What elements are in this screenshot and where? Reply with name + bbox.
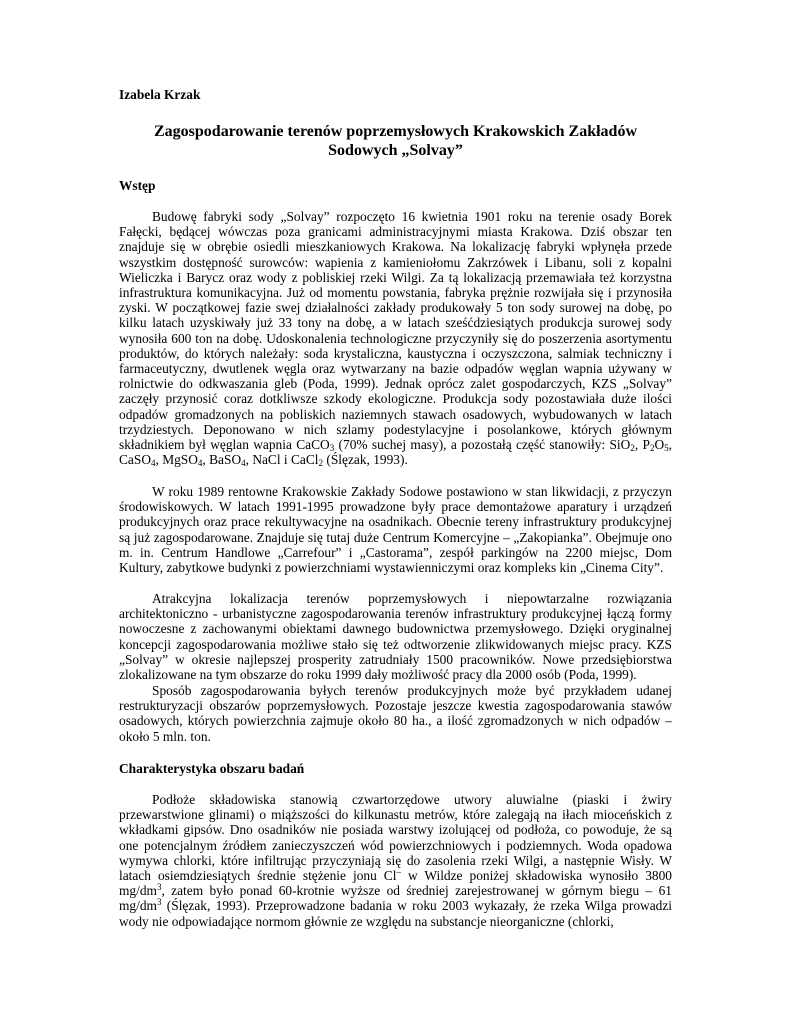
o5-subscript: 5 [664,443,669,454]
paper-title: Zagospodarowanie terenów poprzemysłowych Krakowskich Zakładów Sodowych „Solvay” [154,123,637,159]
dm3-superscript-2: 3 [156,897,162,908]
characteristics-paragraph-1 [119,792,672,929]
intro-paragraph-3: Atrakcyjna lokalizacja terenów poprzemysłowych i niepowtarzalne rozwiązania architektoniczno - urbanistyczne zagospodarowania terenów infrastruktury produkcyjnej łączą formy nowoczesne z zachowanymi obiektami dawnego budownictwa przemysłowego. Dzięki oryginalnej koncepcji zagospodarowania możliwe stało się też odtworzenie zlikwidowanych miejsc pracy. KZS „Solvay” w okresie najlepszej prosperity zatrudniały 1500 pracowników. Nowe przedsiębiorstwa zlokalizowane na tym obszarze do roku 1999 dały możliwość pracy dla 2000 osób (Poda, 1999). [119,591,672,683]
caco3-subscript: 3 [329,443,335,454]
author-name: Izabela Krzak [119,87,201,102]
intro-p1-comma4: , BaSO [202,452,242,468]
dm3-superscript-1: 3 [156,882,162,893]
char-p1-after-cl: w Wildze poniżej składowiska wynosiło 3800 mg/dm [119,868,672,899]
section-heading-intro: Wstęp [119,178,156,193]
char-p1-text: Podłoże składowiska stanowią czwartorzędowe utwory aluwialne (piaski i żwiry przewarstwione glinami) o miąższości do kilkunastu metrów, które zalegają na iłach mioceńskich z wkładkami gipsów. Dno osadników nie posiada warstwy izolującej od podłoża, co powoduje, że są one potencjalnym źródłem zanieczyszczeń wód powierzchniowych i podziemnych. Woda opadowa wymywa chlorki, które infiltrując przyczyniają się do zasolenia rzeki Wilgi, a następnie Wisły. W latach osiemdziesiątych średnie stężenie jonu Cl [119,792,672,884]
intro-paragraph-2: W roku 1989 rentowne Krakowskie Zakłady Sodowe postawiono w stan likwidacji, z przyczyn środowiskowych. W latach 1991-1995 prowadzone były prace demontażowe aparatury i urządzeń produkcyjnych oraz prace rekultywacyjne na osadnikach. Obecnie tereny infrastruktury produkcyjnej są już zagospodarowane. Znajduje się tutaj duże Centrum Komercyjne – „Zakopianka”. Obejmuje ono m. in. Centrum Handlowe „Carrefour” i „Castorama”, zespół parkingów na 2200 miejsc, Dom Kultury, zabytkowe budynki z powierzchniami wystawienniczymi oraz kompleks kin „Cinema City”. [119,484,672,576]
intro-p1-comma3: , MgSO [155,452,198,468]
intro-paragraph-1 [119,209,672,467]
intro-p1-nacl: , NaCl i CaCl [245,452,319,468]
intro-p1-after-caco: (70% suchej masy), a pozostałą część stanowiły: SiO [334,437,631,453]
intro-p1-comma2: , CaSO [119,437,672,468]
intro-p1-text: Budowę fabryki sody „Solvay” rozpoczęto 16 kwietnia 1901 roku na terenie osady Borek Fałęcki, będącej wówczas poza granicami administracyjnymi miasta Krakowa. Dziś obszar ten znajduje się w obrębie osiedli mieszkaniowych Krakowa. Na lokalizację fabryki wpłynęła przede wszystkim dostępność surowców: wapienia z kamieniołomu Zakrzówek i Libanu, soli z kopalni Wieliczka i Barycz oraz wody z pobliskiej rzeki Wilgi. Za tą lokalizacją przemawiała też korzystna infrastruktura komunikacyjna. Już od momentu powstania, fabryka prężnie rozwijała się i przynosiła zyski. W początkowej fazie swej działalności zakłady produkowały 5 ton sody surowej na dobę, po kilku latach uzyskiwały już 33 tony na dobę, a w latach sześćdziesiątych produkcja surowej sody wynosiła 600 ton na dobę. Udoskonalenia technologiczne przyczyniły się do poszerzenia asortymentu produktów, do których należały: soda krystaliczna, kaustyczna i oczyszczona, salmiak techniczny i farmaceutyczny, dwutlenek węgla oraz wytwarzany na bazie odpadów węglan wapnia używany w rolnictwie do odkwaszania gleb (Poda, 1999). Jednak oprócz zalet gospodarczych, KZS „Solvay” zaczęły przynosić coraz dotkliwsze szkody ekologiczne. Produkcja sody pozostawiała duże ilości odpadów gromadzonych na pobliskich naziemnych stawach osadowych, wybudowanych w latach trzydziestych. Deponowano w nich szlamy podestylacyjne i posolankowe, których głównym składnikiem był węglan wapnia CaCO [119,209,672,453]
baso4-subscript: 4 [241,458,246,469]
intro-p1-o: O [654,437,665,453]
intro-p1-comma1: , P [634,437,650,453]
intro-paragraph-4: Sposób zagospodarowania byłych terenów produkcyjnych może być przykładem udanej restrukturyzacji obszarów poprzemysłowych. Pozostaje jeszcze kwestia zagospodarowania stawów osadowych, których powierzchnia zajmuje około 80 ha., a ilość zgromadzonych w nich odpadów – około 5 mln. ton. [119,683,672,744]
section-heading-characteristics: Charakterystyka obszaru badań [119,761,305,776]
char-p1-mid: , zatem było ponad 60-krotnie wyższe od średniej zarejestrowanej w górnym biegu – 61 mg/dm [119,883,672,914]
intro-p1-end: (Ślęzak, 1993). [323,452,408,468]
caso4-subscript: 4 [151,458,156,469]
mgso4-subscript: 4 [197,458,203,469]
char-p1-end: (Ślęzak, 1993). Przeprowadzone badania w roku 2003 wykazały, że rzeka Wilga prowadzi wody nie odpowiadające normom głównie ze względu na substancje nieorganiczne (chlorki, [119,898,672,929]
cacl2-subscript: 2 [318,458,324,469]
sio2-subscript: 2 [630,443,635,454]
p2-subscript: 2 [649,443,655,454]
cl-superscript: – [396,867,401,878]
